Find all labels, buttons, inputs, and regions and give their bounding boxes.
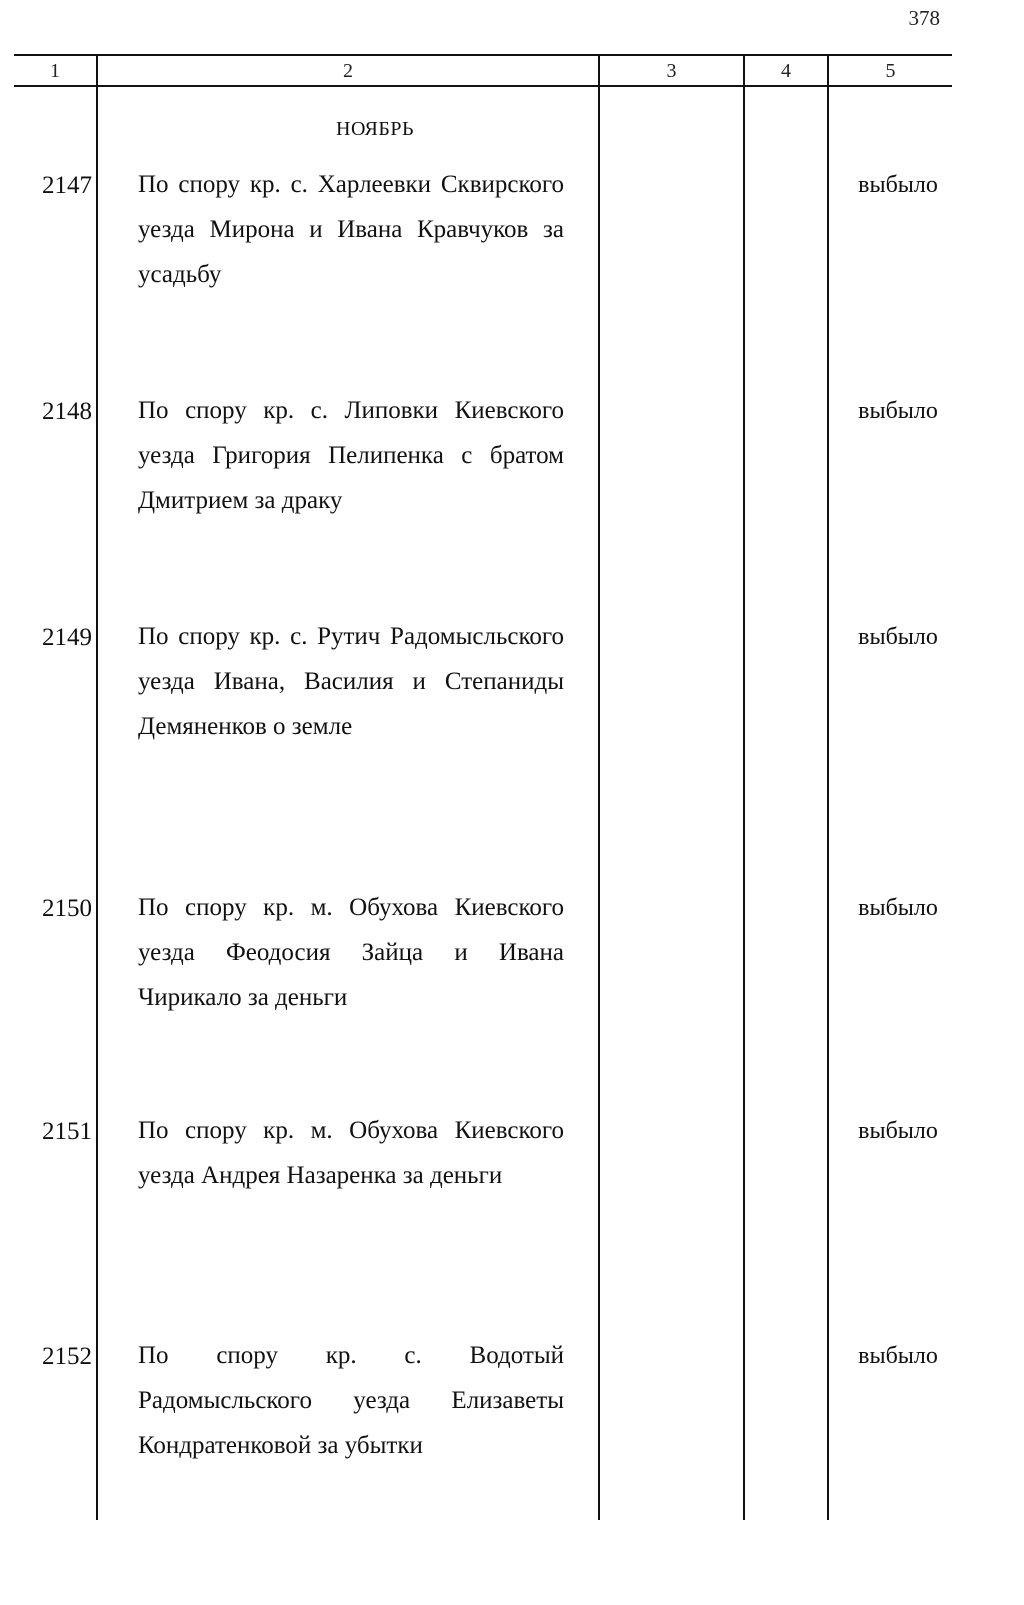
- column-divider-4: [827, 55, 829, 1520]
- month-heading: НОЯБРЬ: [336, 118, 414, 140]
- column-header-2: 2: [343, 60, 353, 82]
- entry-status: выбыло: [858, 624, 938, 650]
- page-number: 378: [908, 6, 940, 30]
- column-divider-2: [598, 55, 600, 1520]
- entry-number: 2149: [42, 624, 92, 651]
- entry-number: 2147: [42, 172, 92, 199]
- entry-description: По спору кр. с. Водотый Радомысльского уезда Елизаветы Кондратенковой за убытки: [138, 1342, 564, 1459]
- column-header-3: 3: [666, 60, 677, 82]
- column-divider-1: [96, 55, 98, 1520]
- entry-number: 2151: [42, 1118, 92, 1145]
- entry-status: выбыло: [858, 398, 938, 424]
- entry-description: По спору кр. с. Харлеевки Сквирского уезда Мирона и Ивана Кравчуков за усадьбу: [138, 171, 564, 288]
- column-header-1: 1: [50, 60, 60, 82]
- column-header-5: 5: [885, 60, 896, 82]
- table-header-rule: [14, 85, 952, 87]
- entry-description: По спору кр. с. Липовки Киевского уезда Григория Пелипенка с братом Дмитрием за драку: [138, 397, 564, 514]
- column-divider-3: [743, 55, 745, 1520]
- entry-number: 2150: [42, 895, 92, 922]
- entry-status: выбыло: [858, 1343, 938, 1369]
- entry-number: 2148: [42, 398, 92, 425]
- entry-status: выбыло: [858, 895, 938, 921]
- table-top-rule: [14, 54, 952, 56]
- entry-description: По спору кр. м. Обухова Киевского уезда Андрея Назаренка за деньги: [138, 1117, 564, 1189]
- entry-status: выбыло: [858, 172, 938, 198]
- entry-description: По спору кр. м. Обухова Киевского уезда Феодосия Зайца и Ивана Чирикало за деньги: [138, 894, 564, 1011]
- entry-description: По спору кр. с. Рутич Радомысльского уезда Ивана, Василия и Степаниды Демяненков о земле: [138, 623, 564, 740]
- entry-status: выбыло: [858, 1118, 938, 1144]
- column-header-4: 4: [781, 60, 791, 82]
- entry-number: 2152: [42, 1343, 92, 1370]
